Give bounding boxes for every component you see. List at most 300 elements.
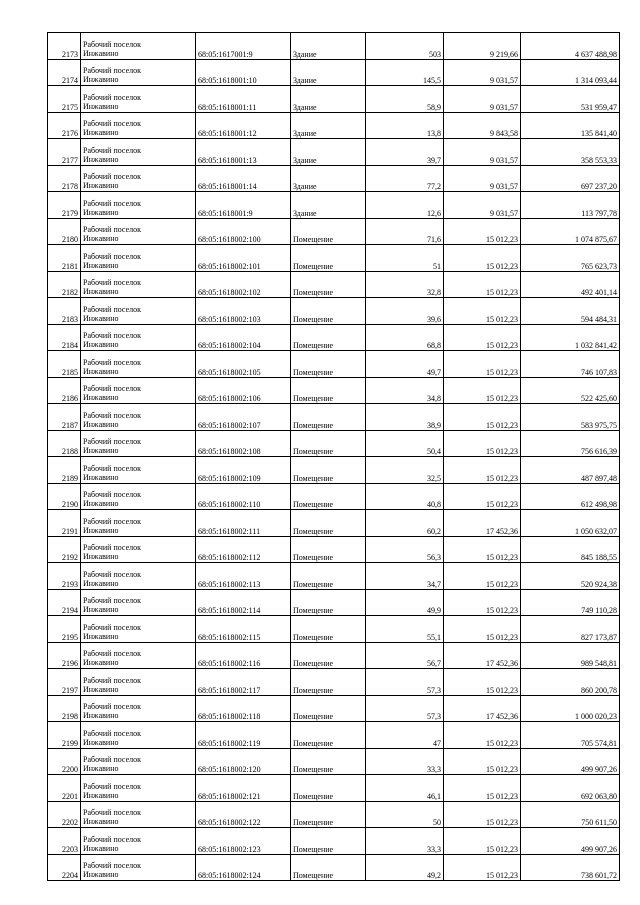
- area-cell: 50: [366, 801, 444, 828]
- cadastral-value-cell: 765 623,73: [521, 245, 620, 272]
- cadastral-value-cell: 113 797,78: [521, 192, 620, 219]
- locality-line: Инжавино: [83, 287, 119, 296]
- row-number-cell: 2189: [48, 457, 81, 484]
- area-cell: 503: [366, 33, 444, 60]
- specific-value-cell: 9 031,57: [444, 59, 521, 86]
- table-row: [48, 748, 620, 775]
- cadastral-number-cell: 68:05:1618002:120: [196, 748, 291, 775]
- object-type-cell: Помещение: [291, 828, 366, 855]
- object-type-cell: Здание: [291, 165, 366, 192]
- cadastral-number-cell: 68:05:1618002:102: [196, 271, 291, 298]
- object-type-cell: Помещение: [291, 536, 366, 563]
- object-type-cell: Здание: [291, 112, 366, 139]
- area-cell: 50,4: [366, 430, 444, 457]
- cadastral-number-cell: 68:05:1618002:113: [196, 563, 291, 590]
- row-number-cell: 2183: [48, 298, 81, 325]
- cadastral-value-cell: 583 975,75: [521, 404, 620, 431]
- area-cell: 68,8: [366, 324, 444, 351]
- object-type-cell: Помещение: [291, 324, 366, 351]
- cadastral-value-cell: 697 237,20: [521, 165, 620, 192]
- row-number-cell: 2187: [48, 404, 81, 431]
- table-row: [48, 801, 620, 828]
- object-type-cell: Помещение: [291, 430, 366, 457]
- object-type-cell: Помещение: [291, 589, 366, 616]
- locality-cell: [81, 245, 196, 272]
- locality-line: Инжавино: [83, 552, 119, 561]
- row-number-cell: 2190: [48, 483, 81, 510]
- locality-line: Рабочий поселок: [83, 278, 142, 287]
- cadastral-value-cell: 531 959,47: [521, 86, 620, 113]
- table-row: [48, 457, 620, 484]
- area-cell: 56,7: [366, 642, 444, 669]
- locality-cell: [81, 616, 196, 643]
- row-number-cell: 2199: [48, 722, 81, 749]
- cadastral-number-cell: 68:05:1618001:9: [196, 192, 291, 219]
- object-type-cell: Помещение: [291, 801, 366, 828]
- object-type-cell: Помещение: [291, 695, 366, 722]
- cadastral-number-cell: 68:05:1618002:103: [196, 298, 291, 325]
- row-number-cell: 2188: [48, 430, 81, 457]
- locality-line: Рабочий поселок: [83, 543, 142, 552]
- row-number-cell: 2182: [48, 271, 81, 298]
- table-row: [48, 669, 620, 696]
- specific-value-cell: 15 012,23: [444, 245, 521, 272]
- locality-cell: [81, 563, 196, 590]
- locality-cell: [81, 695, 196, 722]
- locality-line: Инжавино: [83, 446, 119, 455]
- area-cell: 60,2: [366, 510, 444, 537]
- locality-line: Рабочий поселок: [83, 569, 142, 579]
- object-type-cell: Помещение: [291, 271, 366, 298]
- cadastral-number-cell: 68:05:1618002:121: [196, 775, 291, 802]
- area-cell: 55,1: [366, 616, 444, 643]
- locality-cell: [81, 404, 196, 431]
- specific-value-cell: 15 012,23: [444, 536, 521, 563]
- cadastral-number-cell: 68:05:1618002:100: [196, 218, 291, 245]
- cadastral-value-cell: 594 484,31: [521, 298, 620, 325]
- object-type-cell: Помещение: [291, 748, 366, 775]
- object-type-cell: Помещение: [291, 642, 366, 669]
- table-row: [48, 351, 620, 378]
- area-cell: 51: [366, 245, 444, 272]
- locality-line: Рабочий поселок: [83, 304, 142, 314]
- object-type-cell: Помещение: [291, 510, 366, 537]
- table-row: [48, 377, 620, 404]
- row-number-cell: 2194: [48, 589, 81, 616]
- area-cell: 32,8: [366, 271, 444, 298]
- locality-line: Рабочий поселок: [83, 39, 142, 49]
- locality-line: Рабочий поселок: [83, 410, 142, 420]
- cadastral-number-cell: 68:05:1618002:106: [196, 377, 291, 404]
- locality-line: Инжавино: [83, 419, 119, 429]
- row-number-cell: 2184: [48, 324, 81, 351]
- cadastral-number-cell: 68:05:1618002:123: [196, 828, 291, 855]
- locality-cell: [81, 271, 196, 298]
- locality-line: Рабочий поселок: [83, 331, 142, 340]
- table-row: [48, 139, 620, 166]
- row-number-cell: 2204: [48, 854, 81, 881]
- cadastral-number-cell: 68:05:1618001:12: [196, 112, 291, 139]
- cadastral-value-cell: 746 107,83: [521, 351, 620, 378]
- area-cell: 32,5: [366, 457, 444, 484]
- cadastral-number-cell: 68:05:1618001:10: [196, 59, 291, 86]
- locality-line: Рабочий поселок: [83, 490, 142, 499]
- row-number-cell: 2176: [48, 112, 81, 139]
- locality-cell: [81, 589, 196, 616]
- specific-value-cell: 15 012,23: [444, 801, 521, 828]
- cadastral-number-cell: 68:05:1618002:107: [196, 404, 291, 431]
- locality-cell: [81, 775, 196, 802]
- cadastral-value-cell: 1 074 875,67: [521, 218, 620, 245]
- locality-line: Рабочий поселок: [83, 675, 142, 685]
- row-number-cell: 2174: [48, 59, 81, 86]
- cadastral-value-cell: 520 924,38: [521, 563, 620, 590]
- object-type-cell: Помещение: [291, 377, 366, 404]
- area-cell: 12,6: [366, 192, 444, 219]
- specific-value-cell: 15 012,23: [444, 377, 521, 404]
- locality-line: Инжавино: [83, 711, 119, 720]
- table-row: [48, 59, 620, 86]
- locality-line: Инжавино: [83, 260, 119, 270]
- locality-line: Инжавино: [83, 207, 119, 217]
- specific-value-cell: 17 452,36: [444, 510, 521, 537]
- table-row: [48, 695, 620, 722]
- area-cell: 57,3: [366, 669, 444, 696]
- cadastral-value-cell: 1 000 020,23: [521, 695, 620, 722]
- locality-line: Инжавино: [83, 340, 119, 349]
- table-row: [48, 33, 620, 60]
- cadastral-number-cell: 68:05:1618002:115: [196, 616, 291, 643]
- specific-value-cell: 17 452,36: [444, 695, 521, 722]
- locality-line: Рабочий поселок: [83, 251, 142, 261]
- locality-line: Инжавино: [83, 366, 119, 376]
- locality-cell: [81, 430, 196, 457]
- row-number-cell: 2177: [48, 139, 81, 166]
- specific-value-cell: 15 012,23: [444, 483, 521, 510]
- locality-cell: [81, 536, 196, 563]
- area-cell: 39,7: [366, 139, 444, 166]
- locality-cell: [81, 801, 196, 828]
- specific-value-cell: 9 031,57: [444, 192, 521, 219]
- locality-cell: [81, 324, 196, 351]
- locality-line: Рабочий поселок: [83, 781, 142, 791]
- object-type-cell: Помещение: [291, 563, 366, 590]
- cadastral-number-cell: 68:05:1618002:114: [196, 589, 291, 616]
- object-type-cell: Помещение: [291, 616, 366, 643]
- table-row: [48, 642, 620, 669]
- cadastral-value-cell: 522 425,60: [521, 377, 620, 404]
- specific-value-cell: 15 012,23: [444, 722, 521, 749]
- cadastral-value-cell: 4 637 488,98: [521, 33, 620, 60]
- locality-line: Рабочий поселок: [83, 622, 142, 632]
- locality-cell: [81, 351, 196, 378]
- object-type-cell: Помещение: [291, 854, 366, 881]
- cadastral-value-cell: 738 601,72: [521, 854, 620, 881]
- locality-line: Рабочий поселок: [83, 437, 142, 446]
- object-type-cell: Помещение: [291, 457, 366, 484]
- cadastral-value-cell: 499 907,26: [521, 748, 620, 775]
- table-row: [48, 510, 620, 537]
- locality-line: Инжавино: [83, 472, 119, 482]
- row-number-cell: 2202: [48, 801, 81, 828]
- locality-line: Инжавино: [83, 128, 119, 137]
- locality-line: Инжавино: [83, 817, 119, 826]
- cadastral-value-cell: 492 401,14: [521, 271, 620, 298]
- locality-line: Инжавино: [83, 737, 119, 747]
- table-row: [48, 563, 620, 590]
- table-row: [48, 324, 620, 351]
- object-type-cell: Помещение: [291, 775, 366, 802]
- locality-line: Рабочий поселок: [83, 92, 142, 102]
- specific-value-cell: 15 012,23: [444, 775, 521, 802]
- row-number-cell: 2173: [48, 33, 81, 60]
- row-number-cell: 2200: [48, 748, 81, 775]
- cadastral-number-cell: 68:05:1618002:111: [196, 510, 291, 537]
- object-type-cell: Помещение: [291, 245, 366, 272]
- locality-line: Инжавино: [83, 870, 119, 879]
- area-cell: 57,3: [366, 695, 444, 722]
- object-type-cell: Помещение: [291, 298, 366, 325]
- table-row: [48, 854, 620, 881]
- locality-line: Рабочий поселок: [83, 702, 142, 711]
- cadastral-number-cell: 68:05:1618002:109: [196, 457, 291, 484]
- row-number-cell: 2198: [48, 695, 81, 722]
- specific-value-cell: 15 012,23: [444, 271, 521, 298]
- locality-line: Рабочий поселок: [83, 463, 142, 473]
- specific-value-cell: 15 012,23: [444, 669, 521, 696]
- cadastral-value-cell: 358 553,33: [521, 139, 620, 166]
- locality-line: Инжавино: [83, 658, 119, 667]
- table-row: [48, 218, 620, 245]
- cadastral-value-cell: 845 188,55: [521, 536, 620, 563]
- row-number-cell: 2179: [48, 192, 81, 219]
- table-row: [48, 165, 620, 192]
- cadastral-number-cell: 68:05:1618002:110: [196, 483, 291, 510]
- cadastral-number-cell: 68:05:1618002:116: [196, 642, 291, 669]
- specific-value-cell: 15 012,23: [444, 430, 521, 457]
- locality-cell: [81, 722, 196, 749]
- table-row: [48, 430, 620, 457]
- locality-line: Рабочий поселок: [83, 198, 142, 208]
- locality-line: Рабочий поселок: [83, 516, 142, 526]
- locality-line: Рабочий поселок: [83, 728, 142, 738]
- area-cell: 33,3: [366, 748, 444, 775]
- locality-line: Инжавино: [83, 843, 119, 853]
- row-number-cell: 2180: [48, 218, 81, 245]
- table-row: [48, 775, 620, 802]
- cadastral-number-cell: 68:05:1618002:124: [196, 854, 291, 881]
- locality-line: Рабочий поселок: [83, 145, 142, 155]
- table-row: [48, 404, 620, 431]
- cadastral-number-cell: 68:05:1618002:117: [196, 669, 291, 696]
- object-type-cell: Здание: [291, 86, 366, 113]
- row-number-cell: 2195: [48, 616, 81, 643]
- object-type-cell: Помещение: [291, 218, 366, 245]
- table-row: [48, 828, 620, 855]
- area-cell: 38,9: [366, 404, 444, 431]
- table-row: [48, 483, 620, 510]
- specific-value-cell: 15 012,23: [444, 457, 521, 484]
- area-cell: 34,8: [366, 377, 444, 404]
- specific-value-cell: 15 012,23: [444, 351, 521, 378]
- cadastral-value-cell: 860 200,78: [521, 669, 620, 696]
- cadastral-value-cell: 750 611,50: [521, 801, 620, 828]
- row-number-cell: 2178: [48, 165, 81, 192]
- locality-line: Инжавино: [83, 790, 119, 800]
- cadastral-number-cell: 68:05:1618002:118: [196, 695, 291, 722]
- cadastral-value-cell: 1 050 632,07: [521, 510, 620, 537]
- locality-line: Рабочий поселок: [83, 861, 142, 870]
- cadastral-number-cell: 68:05:1618002:119: [196, 722, 291, 749]
- cadastral-number-cell: 68:05:1618001:11: [196, 86, 291, 113]
- locality-line: Рабочий поселок: [83, 649, 142, 658]
- row-number-cell: 2201: [48, 775, 81, 802]
- object-type-cell: Здание: [291, 192, 366, 219]
- area-cell: 58,9: [366, 86, 444, 113]
- table-row: [48, 86, 620, 113]
- row-number-cell: 2191: [48, 510, 81, 537]
- specific-value-cell: 15 012,23: [444, 828, 521, 855]
- specific-value-cell: 15 012,23: [444, 589, 521, 616]
- specific-value-cell: 15 012,23: [444, 854, 521, 881]
- locality-line: Рабочий поселок: [83, 225, 142, 234]
- object-type-cell: Здание: [291, 33, 366, 60]
- locality-cell: [81, 854, 196, 881]
- area-cell: 145,5: [366, 59, 444, 86]
- locality-cell: [81, 192, 196, 219]
- locality-cell: [81, 642, 196, 669]
- cadastral-value-cell: 749 110,28: [521, 589, 620, 616]
- locality-cell: [81, 483, 196, 510]
- locality-cell: [81, 218, 196, 245]
- specific-value-cell: 15 012,23: [444, 324, 521, 351]
- row-number-cell: 2192: [48, 536, 81, 563]
- cadastral-value-cell: 692 063,80: [521, 775, 620, 802]
- locality-line: Рабочий поселок: [83, 596, 142, 605]
- cadastral-number-cell: 68:05:1618002:104: [196, 324, 291, 351]
- specific-value-cell: 17 452,36: [444, 642, 521, 669]
- locality-line: Рабочий поселок: [83, 357, 142, 367]
- cadastral-value-table: [47, 32, 620, 881]
- locality-cell: [81, 165, 196, 192]
- table-row: [48, 722, 620, 749]
- object-type-cell: Здание: [291, 59, 366, 86]
- specific-value-cell: 15 012,23: [444, 616, 521, 643]
- locality-line: Инжавино: [83, 393, 119, 402]
- locality-line: Инжавино: [83, 578, 119, 588]
- row-number-cell: 2175: [48, 86, 81, 113]
- cadastral-number-cell: 68:05:1618002:105: [196, 351, 291, 378]
- table-row: [48, 271, 620, 298]
- locality-line: Рабочий поселок: [83, 808, 142, 817]
- locality-cell: [81, 86, 196, 113]
- locality-line: Инжавино: [83, 48, 119, 58]
- locality-cell: [81, 112, 196, 139]
- object-type-cell: Здание: [291, 139, 366, 166]
- cadastral-number-cell: 68:05:1618002:108: [196, 430, 291, 457]
- locality-line: Инжавино: [83, 75, 119, 84]
- locality-cell: [81, 377, 196, 404]
- cadastral-value-cell: 756 616,39: [521, 430, 620, 457]
- cadastral-number-cell: 68:05:1618002:101: [196, 245, 291, 272]
- specific-value-cell: 15 012,23: [444, 748, 521, 775]
- row-number-cell: 2185: [48, 351, 81, 378]
- locality-cell: [81, 510, 196, 537]
- specific-value-cell: 9 031,57: [444, 165, 521, 192]
- locality-cell: [81, 33, 196, 60]
- locality-cell: [81, 748, 196, 775]
- cadastral-value-cell: 989 548,81: [521, 642, 620, 669]
- area-cell: 47: [366, 722, 444, 749]
- area-cell: 34,7: [366, 563, 444, 590]
- area-cell: 13,8: [366, 112, 444, 139]
- table-row: [48, 589, 620, 616]
- document-page: [47, 32, 619, 881]
- area-cell: 49,9: [366, 589, 444, 616]
- area-cell: 46,1: [366, 775, 444, 802]
- row-number-cell: 2193: [48, 563, 81, 590]
- table-row: [48, 616, 620, 643]
- specific-value-cell: 9 843,58: [444, 112, 521, 139]
- cadastral-value-cell: 1 314 093,44: [521, 59, 620, 86]
- locality-line: Рабочий поселок: [83, 66, 142, 75]
- object-type-cell: Помещение: [291, 722, 366, 749]
- locality-line: Инжавино: [83, 499, 119, 508]
- cadastral-value-cell: 487 897,48: [521, 457, 620, 484]
- cadastral-value-cell: 827 173,87: [521, 616, 620, 643]
- cadastral-value-cell: 612 498,98: [521, 483, 620, 510]
- locality-line: Инжавино: [83, 313, 119, 323]
- object-type-cell: Помещение: [291, 669, 366, 696]
- area-cell: 33,3: [366, 828, 444, 855]
- cadastral-value-cell: 499 907,26: [521, 828, 620, 855]
- cadastral-number-cell: 68:05:1617001:9: [196, 33, 291, 60]
- cadastral-number-cell: 68:05:1618001:13: [196, 139, 291, 166]
- area-cell: 49,2: [366, 854, 444, 881]
- object-type-cell: Помещение: [291, 404, 366, 431]
- locality-cell: [81, 828, 196, 855]
- specific-value-cell: 15 012,23: [444, 298, 521, 325]
- locality-line: Рабочий поселок: [83, 384, 142, 393]
- locality-cell: [81, 669, 196, 696]
- area-cell: 49,7: [366, 351, 444, 378]
- locality-line: Инжавино: [83, 525, 119, 535]
- area-cell: 71,6: [366, 218, 444, 245]
- row-number-cell: 2203: [48, 828, 81, 855]
- cadastral-number-cell: 68:05:1618002:112: [196, 536, 291, 563]
- locality-line: Инжавино: [83, 631, 119, 641]
- locality-cell: [81, 59, 196, 86]
- row-number-cell: 2186: [48, 377, 81, 404]
- cadastral-value-cell: 705 574,81: [521, 722, 620, 749]
- locality-cell: [81, 457, 196, 484]
- row-number-cell: 2197: [48, 669, 81, 696]
- table-body: [48, 33, 620, 881]
- table-row: [48, 192, 620, 219]
- locality-line: Рабочий поселок: [83, 172, 142, 181]
- specific-value-cell: 15 012,23: [444, 563, 521, 590]
- cadastral-number-cell: 68:05:1618001:14: [196, 165, 291, 192]
- locality-line: Инжавино: [83, 154, 119, 164]
- locality-cell: [81, 298, 196, 325]
- locality-line: Рабочий поселок: [83, 119, 142, 128]
- specific-value-cell: 15 012,23: [444, 404, 521, 431]
- table-row: [48, 536, 620, 563]
- object-type-cell: Помещение: [291, 483, 366, 510]
- table-row: [48, 245, 620, 272]
- locality-cell: [81, 139, 196, 166]
- row-number-cell: 2181: [48, 245, 81, 272]
